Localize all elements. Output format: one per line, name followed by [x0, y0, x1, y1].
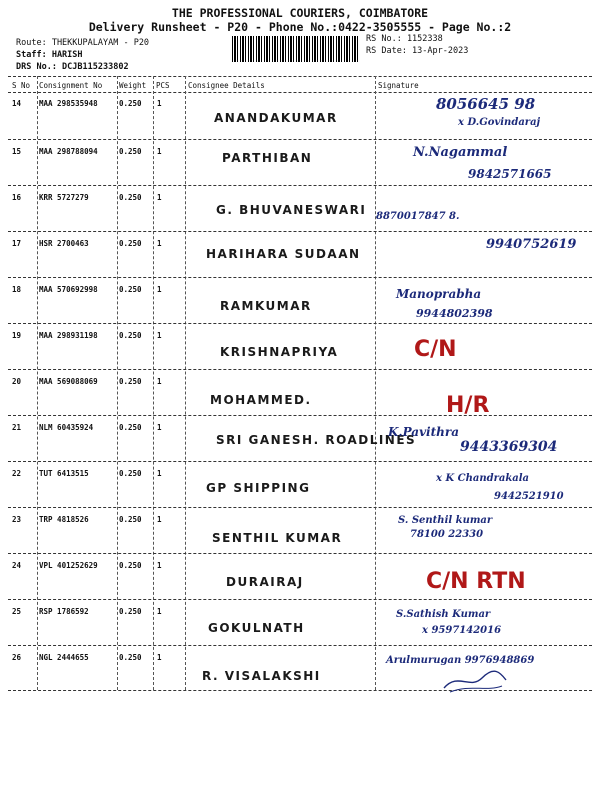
rs-number: RS No.: 1152338 — [366, 34, 443, 44]
row-sno: 16 — [12, 193, 22, 202]
row-weight: 0.250 — [119, 193, 142, 202]
row-sno: 19 — [12, 331, 22, 340]
row-consignee: KRISHNAPRIYA — [220, 345, 339, 359]
row-consignment: KRR 5727279 — [39, 193, 89, 202]
row-consignment: MAA 298931198 — [39, 331, 98, 340]
table-row — [8, 417, 592, 463]
col-consignee: Consignee Details — [188, 81, 265, 90]
row-signature-status: C/N RTN — [426, 569, 526, 594]
row-signature-status: H/R — [446, 393, 490, 418]
row-signature-line2: x D.Govindaraj — [458, 117, 541, 128]
col-weight: Weight — [119, 81, 147, 90]
row-pcs: 1 — [157, 147, 162, 156]
row-pcs: 1 — [157, 423, 162, 432]
table-row — [8, 509, 592, 555]
row-signature-line1: 8870017847 8. — [376, 211, 460, 222]
row-signature-line2: 9443369304 — [460, 439, 558, 455]
row-weight: 0.250 — [119, 607, 142, 616]
table-row — [8, 601, 592, 647]
row-signature-line2: 9842571665 — [468, 167, 552, 181]
row-divider — [8, 553, 592, 554]
row-consignment: MAA 298535948 — [39, 99, 98, 108]
col-sno: S No — [12, 81, 31, 90]
row-pcs: 1 — [157, 561, 162, 570]
staff-label: Staff: HARISH — [16, 50, 83, 60]
row-signature-line2: 78100 22330 — [410, 529, 484, 540]
row-consignee: R. VISALAKSHI — [202, 669, 321, 683]
row-consignee: HARIHARA SUDAAN — [206, 247, 361, 261]
row-pcs: 1 — [157, 331, 162, 340]
row-signature-line1: K.Pavithra — [388, 425, 459, 439]
row-weight: 0.250 — [119, 331, 142, 340]
row-weight: 0.250 — [119, 561, 142, 570]
row-divider — [8, 277, 592, 278]
row-weight: 0.250 — [119, 147, 142, 156]
runsheet-title: Delivery Runsheet - P20 - Phone No.:0422-3505555 - Page No.:2 — [88, 20, 512, 34]
row-pcs: 1 — [157, 285, 162, 294]
row-weight: 0.250 — [119, 239, 142, 248]
row-pcs: 1 — [157, 239, 162, 248]
row-sno: 24 — [12, 561, 22, 570]
table-header — [8, 78, 592, 92]
row-sno: 18 — [12, 285, 22, 294]
row-sno: 15 — [12, 147, 22, 156]
row-consignment: HSR 2700463 — [39, 239, 89, 248]
table-row — [8, 325, 592, 371]
row-pcs: 1 — [157, 515, 162, 524]
row-consignment: VPL 401252629 — [39, 561, 98, 570]
row-pcs: 1 — [157, 377, 162, 386]
col-signature: Signature — [378, 81, 419, 90]
table-row — [8, 463, 592, 509]
row-signature-line2: x 9597142016 — [422, 625, 502, 636]
row-signature-status: C/N — [414, 337, 457, 362]
barcode — [232, 36, 360, 62]
row-weight: 0.250 — [119, 99, 142, 108]
table-row — [8, 555, 592, 601]
row-consignee: DURAIRAJ — [226, 575, 304, 589]
row-sno: 26 — [12, 653, 22, 662]
col-consignment: Consignment No — [39, 81, 103, 90]
row-divider — [8, 323, 592, 324]
row-consignee: SRI GANESH. ROADLINES — [216, 433, 417, 447]
row-consignee: ANANDAKUMAR — [214, 111, 338, 125]
table-row — [8, 371, 592, 417]
row-sno: 20 — [12, 377, 22, 386]
row-sno: 17 — [12, 239, 22, 248]
row-divider — [8, 461, 592, 462]
row-pcs: 1 — [157, 653, 162, 662]
drs-number: DRS No.: DCJB115233802 — [16, 62, 129, 72]
signature-scribble — [440, 666, 510, 694]
table-row — [8, 187, 592, 233]
row-divider — [8, 415, 592, 416]
row-signature-line1: Manoprabha — [396, 287, 482, 301]
col-pcs: PCS — [156, 81, 170, 90]
row-divider — [8, 599, 592, 600]
row-signature-line1: Arulmurugan 9976948869 — [386, 655, 535, 666]
row-signature-line1: 9940752619 — [486, 237, 577, 252]
row-consignment: TUT 6413515 — [39, 469, 89, 478]
row-pcs: 1 — [157, 469, 162, 478]
row-divider — [8, 139, 592, 140]
row-consignment: NLM 60435924 — [39, 423, 94, 432]
route-label: Route: THEKKUPALAYAM - P20 — [16, 38, 150, 48]
row-divider — [8, 645, 592, 646]
row-weight: 0.250 — [119, 653, 142, 662]
row-signature-line1: x K Chandrakala — [436, 473, 530, 484]
row-pcs: 1 — [157, 99, 162, 108]
row-consignee: G. BHUVANESWARI — [216, 203, 367, 217]
row-pcs: 1 — [157, 607, 162, 616]
row-signature-line2: 9944802398 — [416, 307, 493, 320]
row-sno: 23 — [12, 515, 22, 524]
table-row — [8, 279, 592, 325]
row-consignment: MAA 570692998 — [39, 285, 98, 294]
row-weight: 0.250 — [119, 515, 142, 524]
header-top-divider — [8, 76, 592, 77]
row-consignee: PARTHIBAN — [222, 151, 313, 165]
row-consignee: GP SHIPPING — [206, 481, 311, 495]
row-signature-line1: S. Senthil kumar — [398, 515, 493, 526]
row-weight: 0.250 — [119, 423, 142, 432]
row-pcs: 1 — [157, 193, 162, 202]
table-row — [8, 233, 592, 279]
rs-date: RS Date: 13-Apr-2023 — [366, 46, 469, 56]
table-row — [8, 141, 592, 187]
row-divider — [8, 185, 592, 186]
row-consignment: MAA 298788094 — [39, 147, 98, 156]
table-row — [8, 93, 592, 139]
row-sno: 22 — [12, 469, 22, 478]
row-consignee: MOHAMMED. — [210, 393, 312, 407]
row-weight: 0.250 — [119, 285, 142, 294]
row-consignment: TRP 4818526 — [39, 515, 89, 524]
row-consignee: RAMKUMAR — [220, 299, 312, 313]
row-weight: 0.250 — [119, 377, 142, 386]
row-divider — [8, 231, 592, 232]
row-consignment: NGL 2444655 — [39, 653, 89, 662]
row-consignee: GOKULNATH — [208, 621, 305, 635]
row-signature-line2: 9442521910 — [494, 491, 564, 502]
row-divider — [8, 507, 592, 508]
row-signature-line1: S.Sathish Kumar — [396, 609, 491, 620]
row-sno: 21 — [12, 423, 22, 432]
row-sno: 25 — [12, 607, 22, 616]
row-consignee: SENTHIL KUMAR — [212, 531, 343, 545]
company-name: THE PROFESSIONAL COURIERS, COIMBATORE — [171, 6, 429, 20]
row-consignment: RSP 1786592 — [39, 607, 89, 616]
row-signature-line1: 8056645 98 — [436, 95, 536, 113]
row-sno: 14 — [12, 99, 22, 108]
row-divider — [8, 369, 592, 370]
row-consignment: MAA 569088069 — [39, 377, 98, 386]
row-signature-line1: N.Nagammal — [413, 145, 508, 160]
row-weight: 0.250 — [119, 469, 142, 478]
